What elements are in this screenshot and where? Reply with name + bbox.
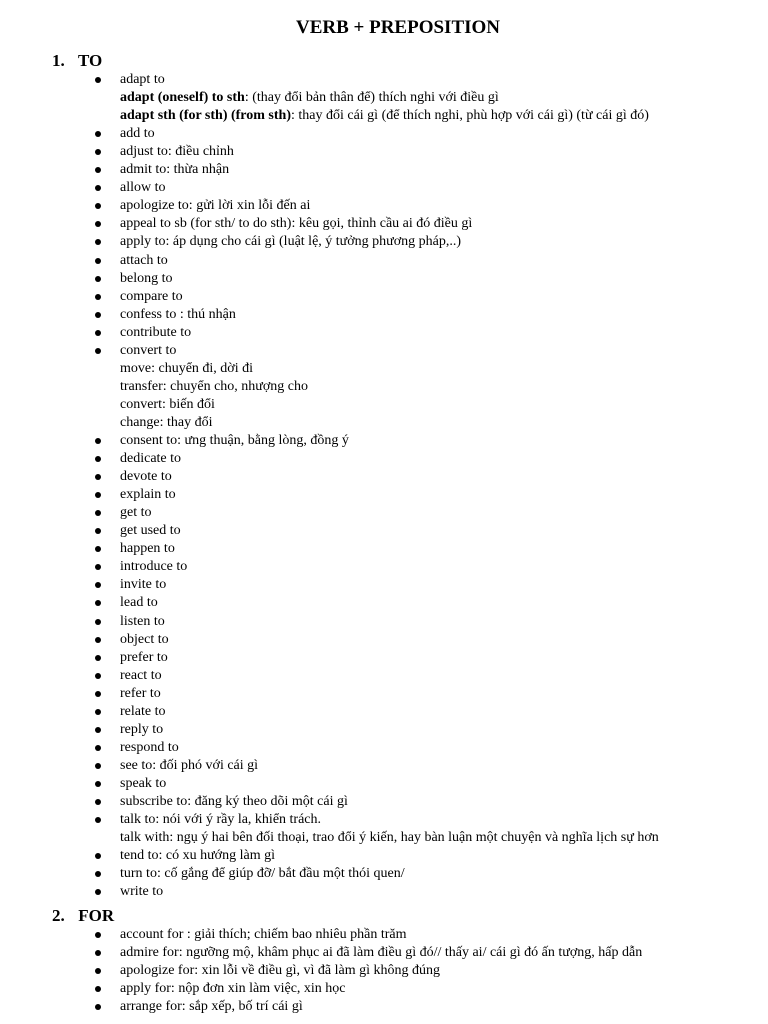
list-item bbox=[120, 631, 169, 649]
item-text: add to bbox=[120, 126, 155, 142]
item-text: appeal to sb (for sth/ to do sth): kêu gọi, thỉnh cầu ai đó điều gì bbox=[120, 216, 473, 232]
item-text: compare to bbox=[120, 288, 183, 304]
item-text: tend to: có xu hướng làm gì bbox=[120, 848, 275, 864]
item-text: move: chuyển đi, dời đi bbox=[120, 360, 253, 376]
list-item bbox=[120, 432, 349, 450]
list-item bbox=[120, 468, 172, 486]
bullet-icon bbox=[95, 853, 101, 859]
item-text: introduce to bbox=[120, 559, 188, 575]
list-item bbox=[120, 89, 499, 107]
list-item bbox=[120, 215, 472, 233]
item-text: convert to bbox=[120, 342, 177, 358]
list-item bbox=[120, 179, 166, 197]
bullet-icon bbox=[95, 203, 101, 209]
term: adapt (oneself) to sth bbox=[120, 90, 245, 106]
list-item bbox=[120, 396, 215, 414]
item-text: speak to bbox=[120, 775, 167, 791]
item-text: attach to bbox=[120, 252, 168, 268]
item-text: : (thay đổi bản thân để) thích nghi với điều gì bbox=[244, 90, 499, 106]
list-item bbox=[120, 775, 166, 793]
list-item bbox=[120, 233, 461, 251]
list-item bbox=[120, 450, 181, 468]
bullet-icon bbox=[95, 968, 101, 974]
item-text: contribute to bbox=[120, 324, 192, 340]
list-item bbox=[120, 486, 176, 504]
item-text: transfer: chuyển cho, nhượng cho bbox=[120, 378, 308, 394]
item-text: adjust to: điều chỉnh bbox=[120, 144, 234, 160]
item-text: admire for: ngưỡng mộ, khâm phục ai đã làm điều gì đó// thấy ai/ cái gì đó ấn tượng, hấp dẫn bbox=[120, 945, 643, 961]
item-text: explain to bbox=[120, 487, 176, 503]
list-item bbox=[120, 288, 183, 306]
term: adapt sth (for sth) (from sth) bbox=[120, 108, 291, 124]
list-item bbox=[120, 197, 310, 215]
bullet-icon bbox=[95, 149, 101, 155]
item-text: listen to bbox=[120, 613, 165, 629]
bullet-icon bbox=[95, 600, 101, 606]
list-item bbox=[120, 270, 173, 288]
list-item bbox=[120, 847, 275, 865]
list-item bbox=[120, 649, 168, 667]
list-item bbox=[120, 721, 163, 739]
list-item bbox=[120, 926, 407, 944]
bullet-icon bbox=[95, 582, 101, 588]
bullet-icon bbox=[95, 691, 101, 697]
item-text: apply to: áp dụng cho cái gì (luật lệ, ý tưởng phương pháp,..) bbox=[120, 234, 462, 250]
list-item bbox=[120, 980, 346, 998]
item-text: see to: đối phó với cái gì bbox=[120, 757, 259, 773]
bullet-icon bbox=[95, 294, 101, 300]
list-item bbox=[120, 576, 166, 594]
list-item bbox=[120, 613, 165, 631]
item-text: talk with: ngụ ý hai bên đối thoại, trao đổi ý kiến, hay bàn luận một chuyện và nghĩa lịch sự hơn bbox=[120, 830, 659, 846]
bullet-icon bbox=[95, 564, 101, 570]
bullet-icon bbox=[95, 456, 101, 462]
section-label: TO bbox=[77, 51, 103, 70]
bullet-icon bbox=[95, 781, 101, 787]
item-text: subscribe to: đăng ký theo dõi một cái gì bbox=[120, 794, 348, 809]
bullet-icon bbox=[95, 492, 101, 498]
bullet-icon bbox=[95, 438, 101, 444]
list-item bbox=[120, 360, 253, 378]
item-text: object to bbox=[120, 631, 169, 647]
bullet-icon bbox=[95, 950, 101, 956]
item-text: arrange for: sắp xếp, bố trí cái gì bbox=[120, 999, 303, 1015]
item-text: talk to: nói với ý rầy la, khiển trách. bbox=[120, 812, 322, 828]
bullet-icon bbox=[95, 619, 101, 625]
section-heading-to bbox=[52, 51, 102, 71]
list-item bbox=[120, 252, 168, 270]
bullet-icon bbox=[95, 799, 101, 805]
list-item bbox=[120, 667, 162, 685]
bullet-icon bbox=[95, 167, 101, 173]
item-text: write to bbox=[120, 884, 164, 900]
item-text: relate to bbox=[120, 703, 166, 719]
item-text: dedicate to bbox=[120, 451, 182, 467]
section-number: 2. bbox=[52, 906, 65, 925]
bullet-icon bbox=[95, 276, 101, 282]
item-text: apologize for: xin lỗi về điều gì, vì đã làm gì không đúng bbox=[120, 963, 440, 979]
bullet-icon bbox=[95, 889, 101, 895]
bullet-icon bbox=[95, 312, 101, 318]
list-item bbox=[120, 522, 181, 540]
bullet-icon bbox=[95, 221, 101, 227]
list-item bbox=[120, 378, 308, 396]
item-text: convert: biến đổi bbox=[120, 396, 215, 412]
bullet-icon bbox=[95, 817, 101, 823]
item-text: refer to bbox=[120, 685, 161, 701]
list-item bbox=[120, 342, 176, 360]
list-item bbox=[120, 703, 165, 721]
item-text: get used to bbox=[120, 523, 181, 539]
list-item bbox=[120, 107, 649, 125]
list-item bbox=[120, 962, 440, 980]
bullet-icon bbox=[95, 727, 101, 733]
bullet-icon bbox=[95, 77, 101, 83]
list-item bbox=[120, 793, 348, 811]
bullet-icon bbox=[95, 673, 101, 679]
item-text: account for : giải thích; chiếm bao nhiêu phần trăm bbox=[120, 927, 407, 942]
bullet-icon bbox=[95, 745, 101, 751]
item-text: confess to : thú nhận bbox=[120, 306, 236, 322]
item-text: turn to: cố gắng để giúp đỡ/ bắt đầu một thói quen/ bbox=[120, 866, 405, 882]
item-text: change: thay đổi bbox=[120, 414, 213, 430]
section-heading-for bbox=[52, 906, 114, 926]
bullet-icon bbox=[95, 510, 101, 516]
bullet-icon bbox=[95, 871, 101, 877]
bullet-icon bbox=[95, 986, 101, 992]
list-item bbox=[120, 757, 258, 775]
item-text: : thay đổi cái gì (để thích nghi, phù hợp với cái gì) (từ cái gì đó) bbox=[290, 108, 649, 124]
item-text: apologize to: gửi lời xin lỗi đến ai bbox=[120, 198, 311, 214]
list-item bbox=[120, 504, 152, 522]
bullet-icon bbox=[95, 637, 101, 643]
list-item bbox=[120, 161, 229, 179]
item-text: get to bbox=[120, 505, 152, 521]
item-text: invite to bbox=[120, 577, 167, 593]
bullet-icon bbox=[95, 348, 101, 354]
bullet-icon bbox=[95, 763, 101, 769]
list-item bbox=[120, 944, 642, 962]
list-item bbox=[120, 540, 175, 558]
list-item bbox=[120, 558, 187, 576]
item-text: respond to bbox=[120, 739, 179, 755]
list-item bbox=[120, 739, 179, 757]
bullet-icon bbox=[95, 185, 101, 191]
item-text: reply to bbox=[120, 721, 164, 737]
section-number: 1. bbox=[52, 51, 65, 70]
item-text: react to bbox=[120, 667, 162, 683]
section-label: FOR bbox=[78, 906, 115, 925]
list-item bbox=[120, 71, 165, 89]
item-text: happen to bbox=[120, 541, 175, 557]
list-item bbox=[120, 414, 213, 432]
item-text: lead to bbox=[120, 595, 158, 611]
item-text: apply for: nộp đơn xin làm việc, xin học bbox=[120, 981, 346, 997]
bullet-icon bbox=[95, 546, 101, 552]
item-text: prefer to bbox=[120, 649, 168, 665]
bullet-icon bbox=[95, 330, 101, 336]
bullet-icon bbox=[95, 932, 101, 938]
list-item bbox=[120, 811, 321, 829]
bullet-icon bbox=[95, 131, 101, 137]
list-item bbox=[120, 324, 191, 342]
item-text: adapt to bbox=[120, 72, 165, 87]
list-item bbox=[120, 125, 155, 143]
item-text: belong to bbox=[120, 270, 173, 286]
item-text: admit to: thừa nhận bbox=[120, 162, 230, 178]
bullet-icon bbox=[95, 655, 101, 661]
list-item bbox=[120, 829, 659, 847]
list-item bbox=[120, 685, 161, 703]
list-item bbox=[120, 998, 303, 1016]
bullet-icon bbox=[95, 528, 101, 534]
list-item bbox=[120, 143, 234, 161]
list-item bbox=[120, 306, 236, 324]
bullet-icon bbox=[95, 474, 101, 480]
bullet-icon bbox=[95, 709, 101, 715]
bullet-icon bbox=[95, 258, 101, 264]
item-text: consent to: ưng thuận, bằng lòng, đồng ý bbox=[120, 433, 349, 448]
bullet-icon bbox=[95, 1004, 101, 1010]
list-item bbox=[120, 883, 163, 901]
bullet-icon bbox=[95, 239, 101, 245]
list-item bbox=[120, 865, 405, 883]
list-item bbox=[120, 594, 158, 612]
page-title: VERB + PREPOSITION bbox=[295, 17, 501, 38]
item-text: devote to bbox=[120, 469, 172, 485]
item-text: allow to bbox=[120, 180, 166, 196]
